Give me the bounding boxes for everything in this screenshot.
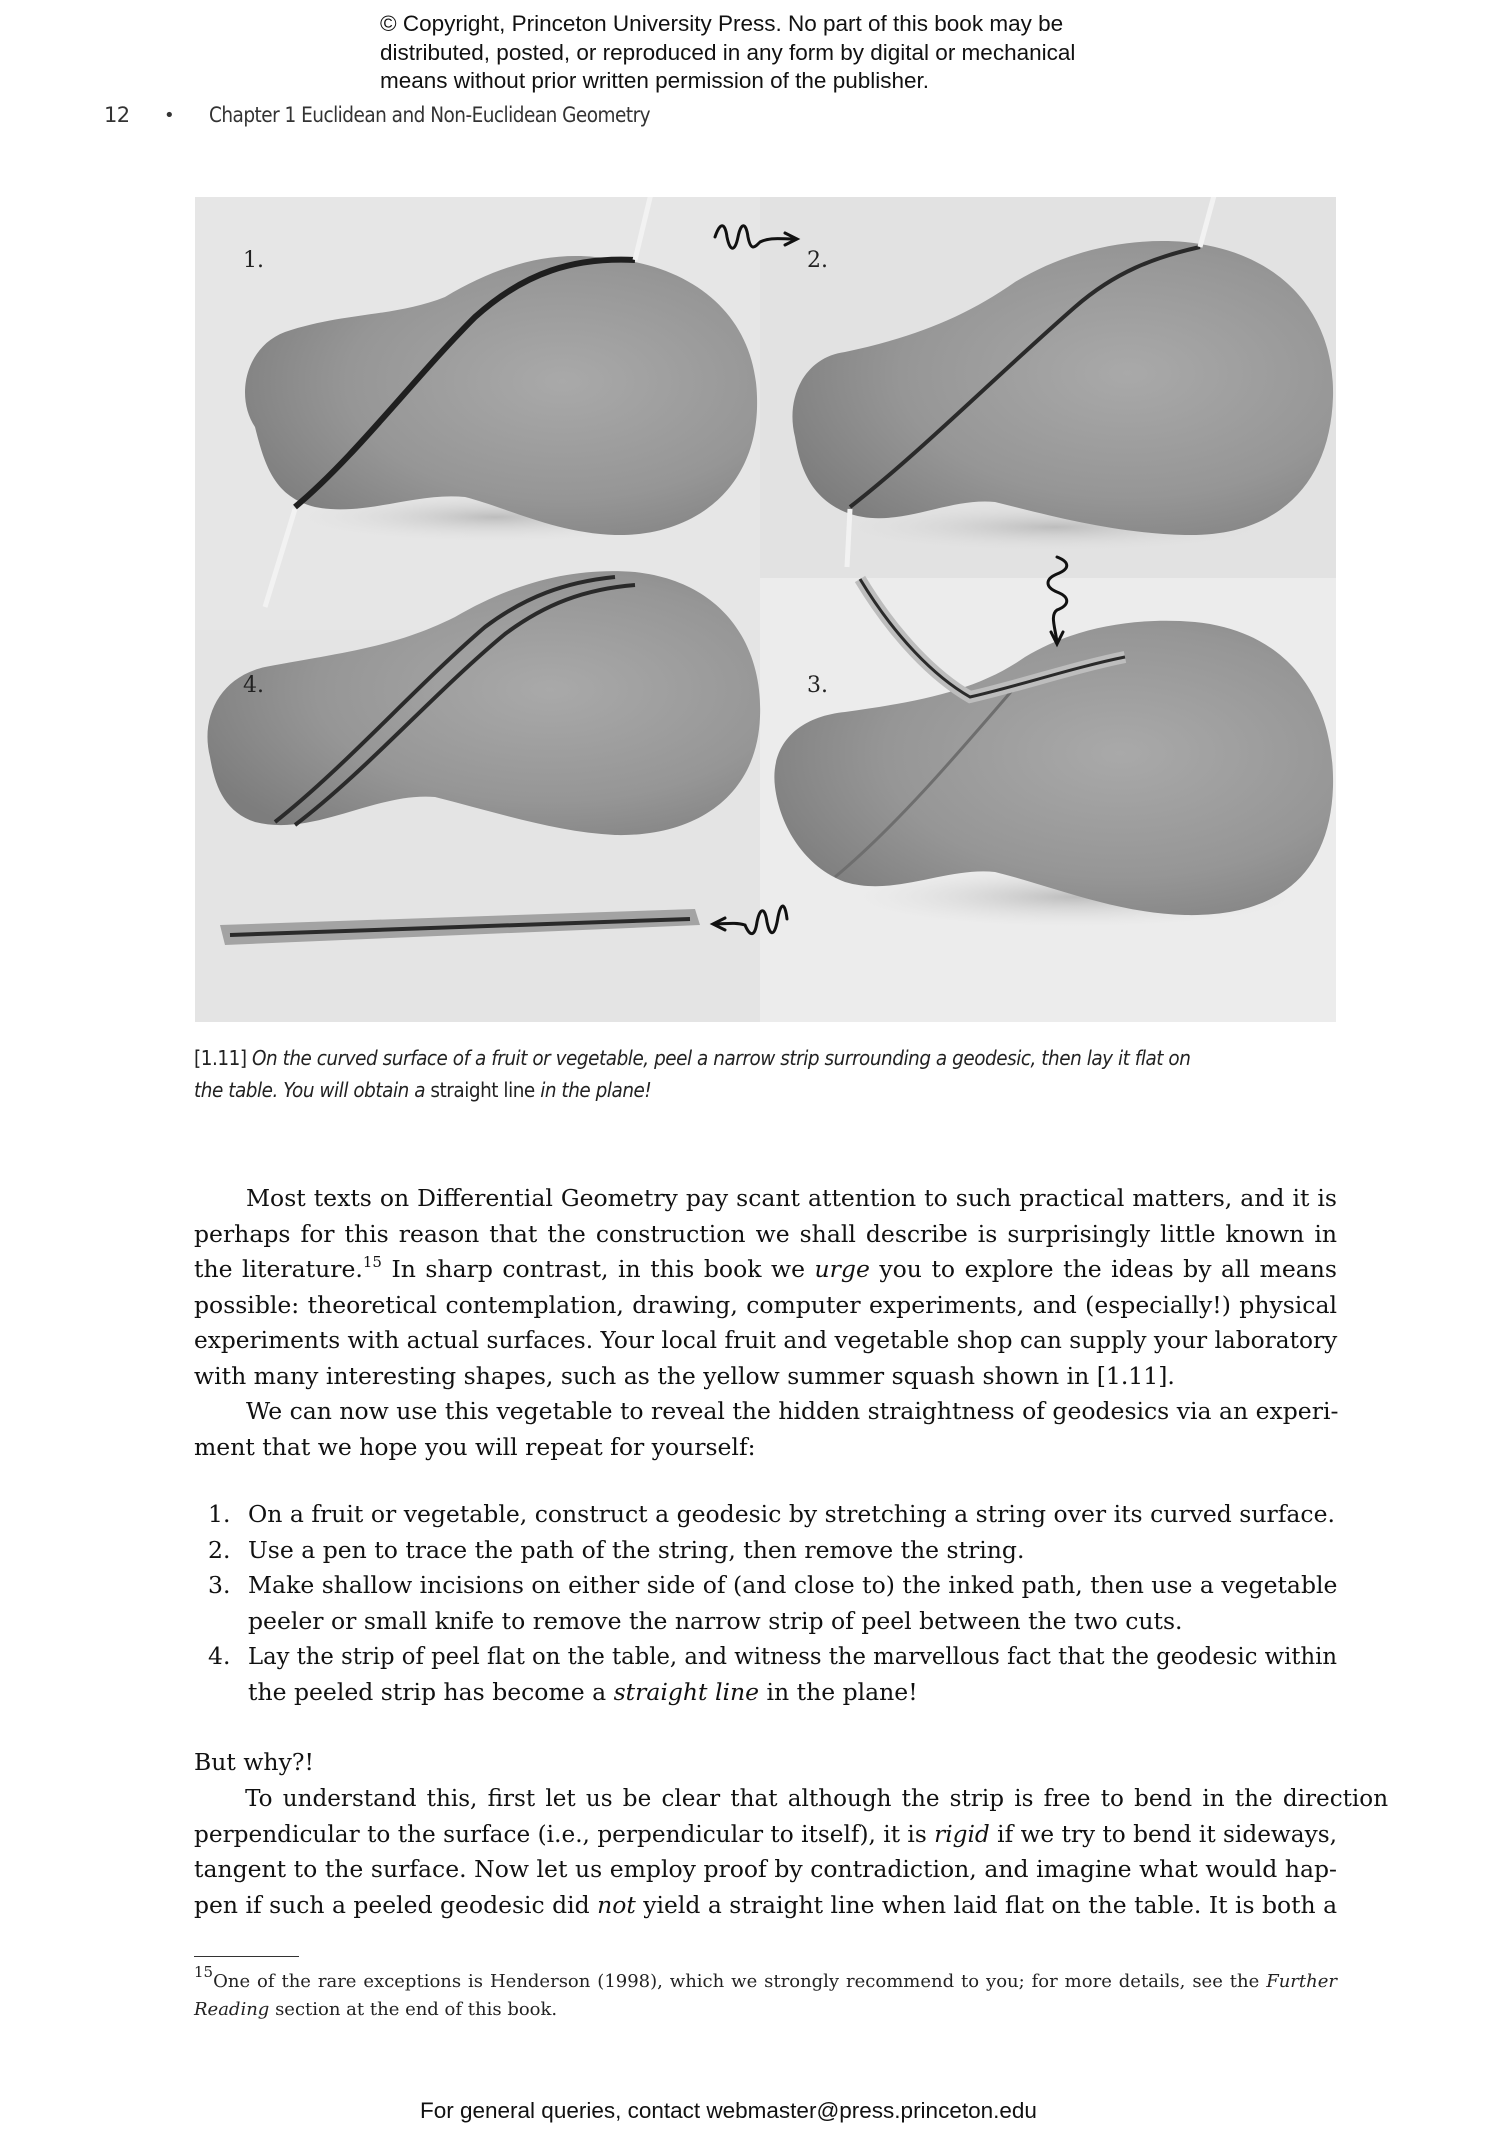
text-line: We can now use this vegetable to reveal the hidden straightness of geodesics via an experi- bbox=[246, 1397, 1339, 1425]
list-number: 4. bbox=[208, 1642, 231, 1671]
list-item bbox=[194, 1533, 1337, 1569]
text-line bbox=[194, 1888, 1337, 1924]
panel-label-3: 3. bbox=[807, 673, 828, 698]
figure-caption bbox=[194, 1042, 1339, 1106]
list-item bbox=[194, 1497, 1337, 1533]
text-run: yield a straight line when laid flat on the table. It is both a bbox=[635, 1890, 1338, 1919]
list-number: 3. bbox=[208, 1571, 231, 1600]
text-line bbox=[194, 1963, 1337, 1996]
caption-text: in the plane! bbox=[540, 1078, 652, 1102]
text-run: pen if such a peeled geodesic did bbox=[194, 1890, 598, 1919]
emphasis: urge bbox=[814, 1255, 870, 1284]
text-run: perpendicular to the surface (i.e., perpendicular to itself), it is bbox=[194, 1819, 935, 1848]
bullet-separator: • bbox=[164, 105, 175, 126]
but-why bbox=[194, 1745, 1337, 1781]
text-line bbox=[248, 1675, 1337, 1711]
text-line bbox=[194, 1817, 1337, 1853]
caption-text-roman: straight line bbox=[430, 1078, 535, 1102]
copyright-line: distributed, posted, or reproduced in any form by digital or mechanical bbox=[380, 39, 1076, 65]
footnote-ref[interactable]: 15 bbox=[362, 1253, 382, 1272]
list-number: 1. bbox=[208, 1500, 231, 1528]
text-line: ment that we hope you will repeat for yourself: bbox=[194, 1432, 756, 1461]
chapter-title: Chapter 1 Euclidean and Non-Euclidean Geometry bbox=[209, 103, 651, 127]
copyright-notice bbox=[380, 10, 1160, 96]
panel-label-4: 4. bbox=[243, 673, 264, 698]
caption-text: On the curved surface of a fruit or vegetable, peel a narrow strip surrounding a geodesic, then lay it flat on bbox=[251, 1046, 1191, 1070]
text-line: with many interesting shapes, such as the yellow summer squash shown in [1.11]. bbox=[194, 1361, 1175, 1390]
squash-photo-collage bbox=[195, 197, 1336, 1022]
text-run: the peeled strip has become a bbox=[248, 1677, 614, 1706]
caption-text: the table. You will obtain a bbox=[194, 1078, 426, 1102]
text-line: experiments with actual surfaces. Your local fruit and vegetable shop can supply your laboratory bbox=[194, 1326, 1338, 1355]
footnote-15 bbox=[194, 1963, 1337, 2024]
text-line: To understand this, first let us be clear that although the strip is free to bend in the direction bbox=[245, 1784, 1389, 1812]
text-line: But why?! bbox=[194, 1748, 314, 1776]
text-line: possible: theoretical contemplation, drawing, computer experiments, and (especially!) physical bbox=[194, 1290, 1337, 1319]
list-item bbox=[194, 1568, 1337, 1639]
figure-1-11 bbox=[195, 197, 1336, 1022]
list-item bbox=[194, 1639, 1337, 1710]
text-run: in the plane! bbox=[759, 1677, 918, 1706]
text-line: peeler or small knife to remove the narrow strip of peel between the two cuts. bbox=[248, 1606, 1183, 1635]
copyright-line: © Copyright, Princeton University Press. No part of this book may be bbox=[380, 11, 1064, 36]
text-run: One of the rare exceptions is Henderson (1998), which we strongly recommend to you; for more details, see the bbox=[213, 1971, 1267, 1992]
text-line bbox=[194, 1252, 1337, 1288]
panel-label-2: 2. bbox=[807, 248, 828, 273]
panel-label-1: 1. bbox=[243, 248, 264, 273]
text-run: you to explore the ideas by all means bbox=[869, 1255, 1337, 1284]
experiment-steps bbox=[194, 1497, 1337, 1711]
emphasis: not bbox=[597, 1890, 636, 1919]
text-run: the literature. bbox=[194, 1255, 363, 1284]
text-line: tangent to the surface. Now let us employ proof by contradiction, and imagine what would hap- bbox=[194, 1855, 1337, 1884]
paragraph-1 bbox=[194, 1181, 1337, 1395]
text-line: On a fruit or vegetable, construct a geodesic by stretching a string over its curved surface. bbox=[248, 1500, 1335, 1528]
text-line bbox=[194, 1996, 1337, 2024]
text-line: Most texts on Differential Geometry pay scant attention to such practical matters, and it is bbox=[246, 1184, 1337, 1212]
copyright-line: means without prior written permission of the publisher. bbox=[380, 68, 930, 93]
text-run: section at the end of this book. bbox=[269, 1999, 558, 2020]
footer-contact: For general queries, contact webmaster@press.princeton.edu bbox=[420, 2098, 1037, 2123]
text-run: if we try to bend it sideways, bbox=[989, 1819, 1337, 1848]
emphasis: rigid bbox=[934, 1819, 990, 1848]
figure-ref: [1.11] bbox=[194, 1046, 247, 1070]
paragraph-2 bbox=[194, 1394, 1337, 1465]
footnote-marker: 15 bbox=[194, 1963, 214, 1981]
text-line: Lay the strip of peel flat on the table, and witness the marvellous fact that the geodesic within bbox=[248, 1642, 1337, 1671]
text-line: Use a pen to trace the path of the string, then remove the string. bbox=[248, 1535, 1025, 1564]
footnote-rule bbox=[194, 1956, 299, 1957]
paragraph-3 bbox=[194, 1781, 1389, 1923]
emphasis: Further bbox=[1266, 1971, 1337, 1992]
text-line: Make shallow incisions on either side of (and close to) the inked path, then use a vegetable bbox=[248, 1571, 1338, 1600]
text-line: perhaps for this reason that the construction we shall describe is surprisingly little known in bbox=[194, 1219, 1337, 1248]
page-number: 12 bbox=[104, 103, 130, 127]
list-number: 2. bbox=[208, 1535, 231, 1564]
emphasis: Reading bbox=[194, 1999, 270, 2020]
text-run: In sharp contrast, in this book we bbox=[381, 1255, 815, 1284]
emphasis: straight line bbox=[613, 1677, 760, 1706]
